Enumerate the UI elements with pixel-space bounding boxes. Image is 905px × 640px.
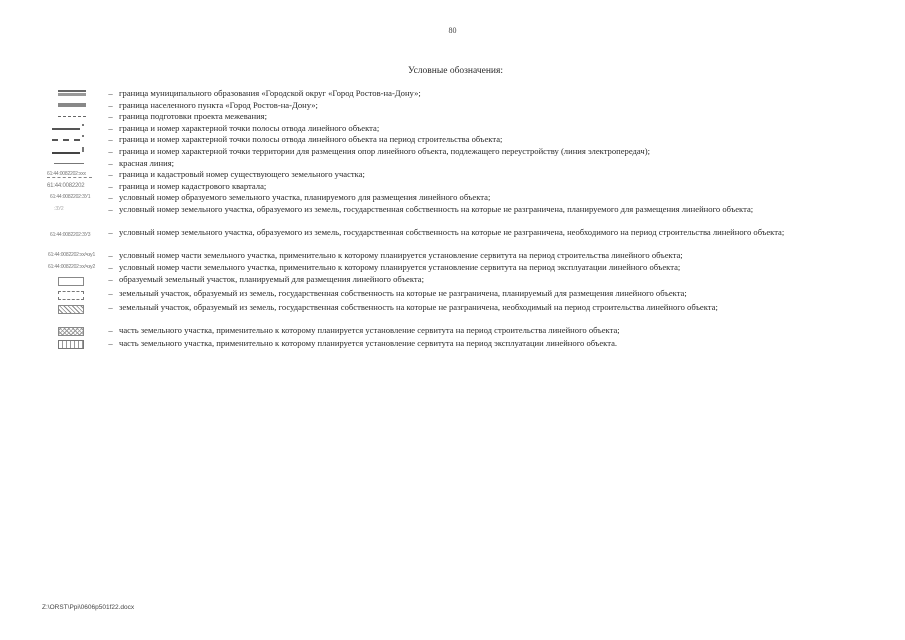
legend-text: граница и номер кадастрового квартала; bbox=[119, 180, 267, 191]
legend-dash: – bbox=[108, 337, 113, 348]
thick-gray-band-symbol bbox=[44, 88, 102, 100]
symbol-label: 61:44:0082202:xxx bbox=[47, 171, 86, 178]
legend-dash: – bbox=[108, 192, 113, 203]
legend-text: земельный участок, образуемый из земель, государственная собственность на которые не разграничена, необходимый на период строительства линейного объекта; bbox=[119, 301, 718, 312]
legend-text: граница населенного пункта «Город Ростов-на-Дону»; bbox=[119, 99, 318, 110]
small-label-symbol bbox=[44, 192, 102, 204]
legend-dash: – bbox=[108, 145, 113, 156]
legend-text: красная линия; bbox=[119, 157, 175, 168]
legend-dash: – bbox=[108, 157, 113, 168]
dash-line-symbol bbox=[44, 111, 102, 123]
legend-item bbox=[44, 181, 864, 193]
symbol-label: 61:44:0082202:xx/чзу1 bbox=[48, 252, 96, 259]
legend-text: условный номер части земельного участка, применительно к которому планируется установление сервитута на период эксплуатации линейного объекта; bbox=[119, 261, 681, 272]
legend-item bbox=[44, 288, 864, 302]
legend-dash: – bbox=[108, 180, 113, 191]
legend-text: условный номер части земельного участка, применительно к которому планируется установление сервитута на период строительства линейного объекта; bbox=[119, 250, 683, 261]
file-path-footer: Z:\ORST\Ppi\0606p501f22.docx bbox=[42, 604, 135, 611]
small-label-symbol-2 bbox=[44, 204, 102, 216]
crosshatch-box-symbol bbox=[44, 325, 102, 338]
legend-text: условный номер земельного участка, образуемого из земель, государственная собственность на которые не разграничена, необходимого на период строительства линейного объекта; bbox=[119, 227, 785, 238]
point-line-symbol bbox=[44, 123, 102, 135]
dashed-point-line-symbol bbox=[44, 134, 102, 146]
symbol-label: 61:44:0082202:xx/чзу2 bbox=[48, 263, 96, 270]
legend-item bbox=[44, 134, 864, 146]
symbol-label: 61:44:0082202:ЗУ1 bbox=[50, 194, 91, 201]
legend-item bbox=[44, 274, 864, 288]
legend-item bbox=[44, 262, 864, 274]
legend-dash: – bbox=[108, 122, 113, 133]
parcel-label-symbol bbox=[44, 169, 102, 181]
legend-dash: – bbox=[108, 203, 113, 214]
legend-item bbox=[44, 146, 864, 158]
page-number: 80 bbox=[448, 26, 457, 35]
legend-dash: – bbox=[108, 134, 113, 145]
symbol-label: :ЗУ2 bbox=[54, 205, 64, 212]
legend-dash: – bbox=[108, 88, 113, 98]
dashed-box-symbol bbox=[44, 288, 102, 302]
legend-item bbox=[44, 227, 864, 250]
legend-title: Условные обозначения: bbox=[407, 66, 503, 76]
grid-box-symbol bbox=[44, 338, 102, 351]
legend-item bbox=[44, 169, 864, 181]
part-label-symbol bbox=[44, 250, 102, 262]
legend-item bbox=[44, 204, 864, 227]
red-line-symbol bbox=[44, 158, 102, 170]
legend-item bbox=[44, 123, 864, 135]
legend-text: граница и номер характерной точки полосы отвода линейного объекта; bbox=[119, 122, 380, 133]
legend-item bbox=[44, 100, 864, 112]
legend-dash: – bbox=[108, 227, 113, 238]
hatched-box-symbol bbox=[44, 302, 102, 316]
part-label-symbol-2 bbox=[44, 262, 102, 274]
legend-text: образуемый земельный участок, планируемый для размещения линейного объекта; bbox=[119, 273, 424, 284]
legend-dash: – bbox=[108, 261, 113, 272]
small-label-symbol-3 bbox=[44, 227, 102, 239]
legend-item bbox=[44, 88, 864, 100]
legend-item bbox=[44, 302, 864, 325]
legend-text: условный номер образуемого земельного участка, планируемого для размещения линейного объекта; bbox=[119, 192, 491, 203]
legend-list bbox=[44, 88, 864, 351]
symbol-label: 61:44:0082202:ЗУ3 bbox=[50, 232, 91, 239]
legend-dash: – bbox=[108, 273, 113, 284]
legend-text: граница подготовки проекта межевания; bbox=[119, 111, 268, 122]
legend-text: часть земельного участка, применительно к которому планируется установление сервитута на период эксплуатации линейного объекта. bbox=[119, 337, 618, 348]
legend-dash: – bbox=[108, 111, 113, 122]
legend-text: граница и кадастровый номер существующего земельного участка; bbox=[119, 169, 365, 180]
legend-text: граница муниципального образования «Городской округ «Город Ростов-на-Дону»; bbox=[119, 88, 421, 98]
legend-item bbox=[44, 325, 864, 338]
legend-dash: – bbox=[108, 287, 113, 298]
legend-text: часть земельного участка, применительно к которому планируется установление сервитута на период строительства линейного объекта; bbox=[119, 324, 620, 335]
symbol-label: 61:44:0082202 bbox=[47, 182, 85, 189]
legend-item bbox=[44, 250, 864, 262]
legend-dash: – bbox=[108, 250, 113, 261]
plain-box-symbol bbox=[44, 274, 102, 288]
legend-dash: – bbox=[108, 99, 113, 110]
legend-dash: – bbox=[108, 169, 113, 180]
legend-item bbox=[44, 111, 864, 123]
gray-band-symbol bbox=[44, 100, 102, 112]
legend-item bbox=[44, 158, 864, 170]
legend-text: условный номер земельного участка, образуемого из земель, государственная собственность на которые не разграничена, планируемого для размещения линейного объекта; bbox=[119, 203, 754, 214]
legend-item bbox=[44, 338, 864, 351]
legend-dash: – bbox=[108, 301, 113, 312]
legend-text: граница и номер характерной точки полосы отвода линейного объекта на период строительства объекта; bbox=[119, 134, 503, 145]
legend-item bbox=[44, 192, 864, 204]
legend-text: граница и номер характерной точки территории для размещения опор линейного объекта, подлежащего переустройству (линия электропередач); bbox=[119, 145, 650, 156]
quarter-label-symbol bbox=[44, 181, 102, 193]
legend-text: земельный участок, образуемый из земель, государственная собственность на которые не разграничена, планируемый для размещения линейного объекта; bbox=[119, 287, 687, 298]
legend-dash: – bbox=[108, 324, 113, 335]
point-line-symbol-2 bbox=[44, 146, 102, 158]
